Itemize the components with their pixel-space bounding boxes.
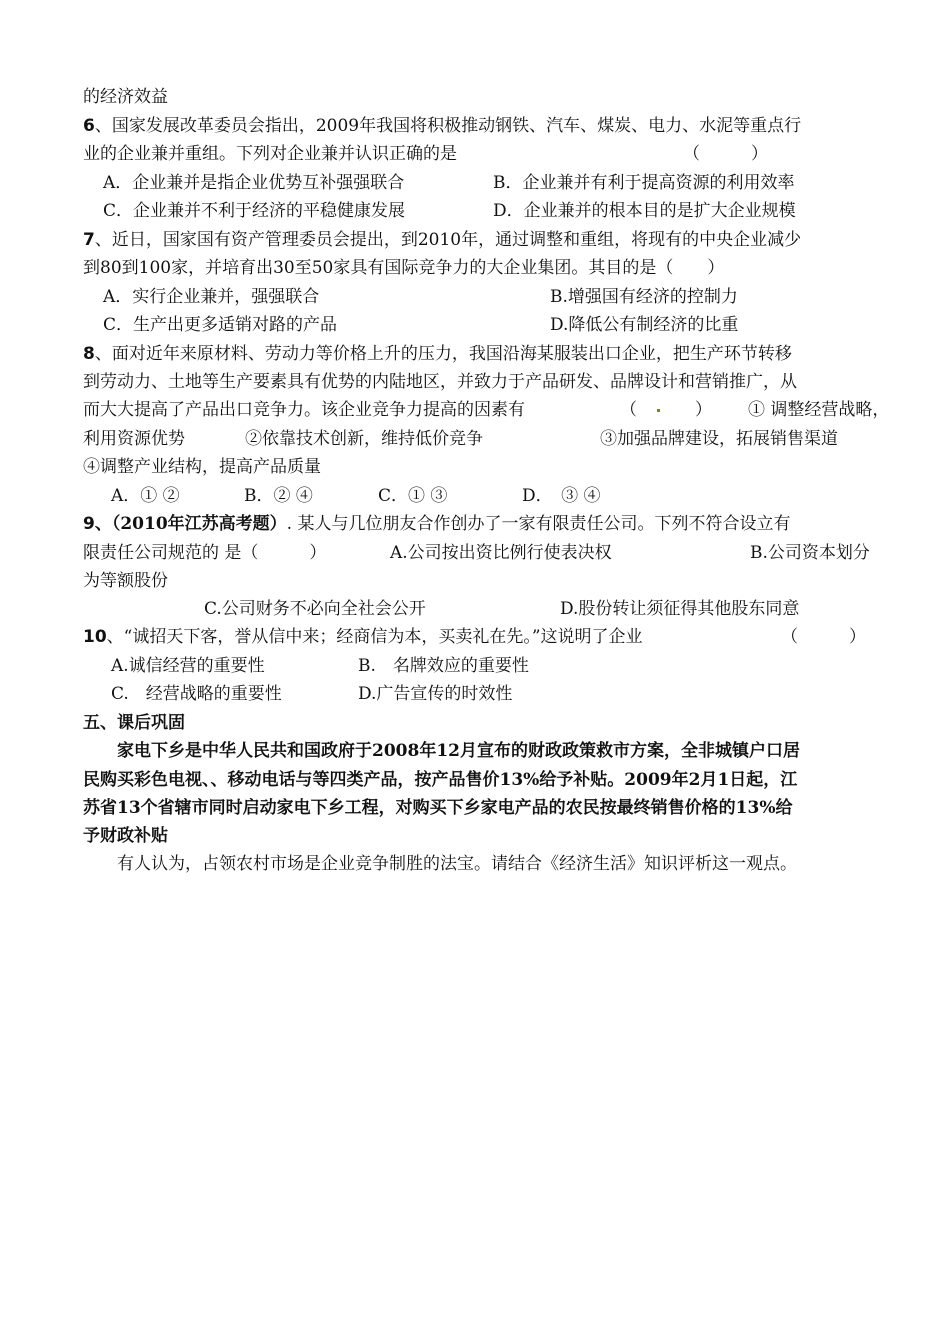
q9-option-c: C.公司财务不必向全社会公开 (204, 599, 426, 619)
q7-option-c: C．生产出更多适销对路的产品 (103, 315, 338, 335)
q7-stem-line1: 7、近日，国家国有资产管理委员会提出，到2010年，通过调整和重组，将现有的中央企业减少 (83, 230, 802, 250)
q6-option-a: A．企业兼并是指企业优势互补强强联合 (103, 173, 405, 193)
q8-choice-2: ②依靠技术创新，维持低价竞争 (245, 429, 483, 449)
q7-option-a: A．实行企业兼并，强强联合 (103, 287, 320, 307)
q10-option-c: C. 经营战略的重要性 (111, 684, 282, 704)
q9-stem-line1: 9、（2010年江苏高考题）. 某人与几位朋友合作创办了一家有限责任公司。下列不符合设立有 (83, 514, 791, 534)
q9-source: 、（2010年江苏高考题） (94, 514, 287, 534)
q10-option-a: A.诚信经营的重要性 (111, 656, 265, 676)
q10-answer-paren: （ ） (781, 627, 866, 647)
q9-option-b-part2: 为等额股份 (83, 571, 168, 591)
section-five-heading: 五、课后巩固 (83, 713, 185, 733)
q8-paren-close: ） (695, 400, 712, 420)
q7-stem-line2: 到80到100家，并培育出30至50家具有国际竞争力的大企业集团。其目的是（ ） (83, 258, 725, 278)
q8-choice-1a: ① 调整经营战略， (748, 400, 890, 420)
q6-number: 6 (83, 116, 95, 136)
q10-number: 10 (83, 627, 107, 647)
q6-answer-paren: （ ） (683, 144, 768, 164)
q10-option-d: D.广告宣传的时效性 (358, 684, 513, 704)
q9-stem-line2: 限责任公司规范的 是（ ） (83, 543, 327, 563)
q8-choice-4: ④调整产业结构，提高产品质量 (83, 457, 321, 477)
q6-stem-line1: 6、国家发展改革委员会指出，2009年我国将积极推动钢铁、汽车、煤炭、电力、水泥等重点行 (83, 116, 802, 136)
q8-number: 8 (83, 344, 95, 364)
intro-line: 的经济效益 (83, 87, 168, 107)
q8-option-b: B．② ④ (244, 486, 313, 506)
q9-option-d: D.股份转让须征得其他股东同意 (560, 599, 800, 619)
q7-number: 7 (83, 230, 95, 250)
section-five-para1-line3: 苏省13个省辖市同时启动家电下乡工程，对购买下乡家电产品的农民按最终销售价格的13%给 (83, 798, 793, 818)
q8-blank-mark (657, 399, 660, 421)
q8-option-d: D． ③ ④ (522, 486, 601, 506)
q8-option-c: C．① ③ (378, 486, 448, 506)
q10-stem: 10、“诚招天下客，誉从信中来；经商信为本，买卖礼在先。”这说明了企业 (83, 627, 643, 647)
q7-option-d: D.降低公有制经济的比重 (550, 315, 739, 335)
q8-stem-line2: 到劳动力、土地等生产要素具有优势的内陆地区，并致力于产品研发、品牌设计和营销推广，从 (83, 372, 797, 392)
q7-option-b: B.增强国有经济的控制力 (550, 287, 738, 307)
q8-choice-3: ③加强品牌建设，拓展销售渠道 (600, 429, 838, 449)
q8-paren-open: （ (620, 400, 637, 420)
q9-option-a: A.公司按出资比例行使表决权 (390, 543, 612, 563)
q6-option-d: D．企业兼并的根本目的是扩大企业规模 (493, 201, 796, 221)
section-five-para2: 有人认为，占领农村市场是企业竞争制胜的法宝。请结合《经济生活》知识评析这一观点。 (117, 854, 797, 874)
q9-number: 9 (83, 514, 95, 534)
q8-stem-line3: 而大大提高了产品出口竞争力。该企业竞争力提高的因素有 (83, 400, 525, 420)
q8-option-a: A．① ② (111, 486, 180, 506)
section-five-para1-line1: 家电下乡是中华人民共和国政府于2008年12月宣布的财政政策救市方案，全非城镇户口居 (117, 741, 800, 761)
q6-option-c: C．企业兼并不利于经济的平稳健康发展 (103, 201, 406, 221)
q10-option-b: B. 名牌效应的重要性 (358, 656, 529, 676)
section-five-para1-line4: 予财政补贴 (83, 826, 168, 846)
q8-stem-line1: 8、面对近年来原材料、劳动力等价格上升的压力，我国沿海某服装出口企业，把生产环节转移 (83, 344, 792, 364)
section-five-para1-line2: 民购买彩色电视、、移动电话与等四类产品，按产品售价13%给予补贴。2009年2月1日起，江 (83, 770, 798, 790)
q6-stem-line2: 业的企业兼并重组。下列对企业兼并认识正确的是 (83, 144, 457, 164)
q8-choice-1b: 利用资源优势 (83, 429, 185, 449)
q9-option-b-part1: B.公司资本划分 (750, 543, 870, 563)
q6-option-b: B．企业兼并有利于提高资源的利用效率 (493, 173, 795, 193)
